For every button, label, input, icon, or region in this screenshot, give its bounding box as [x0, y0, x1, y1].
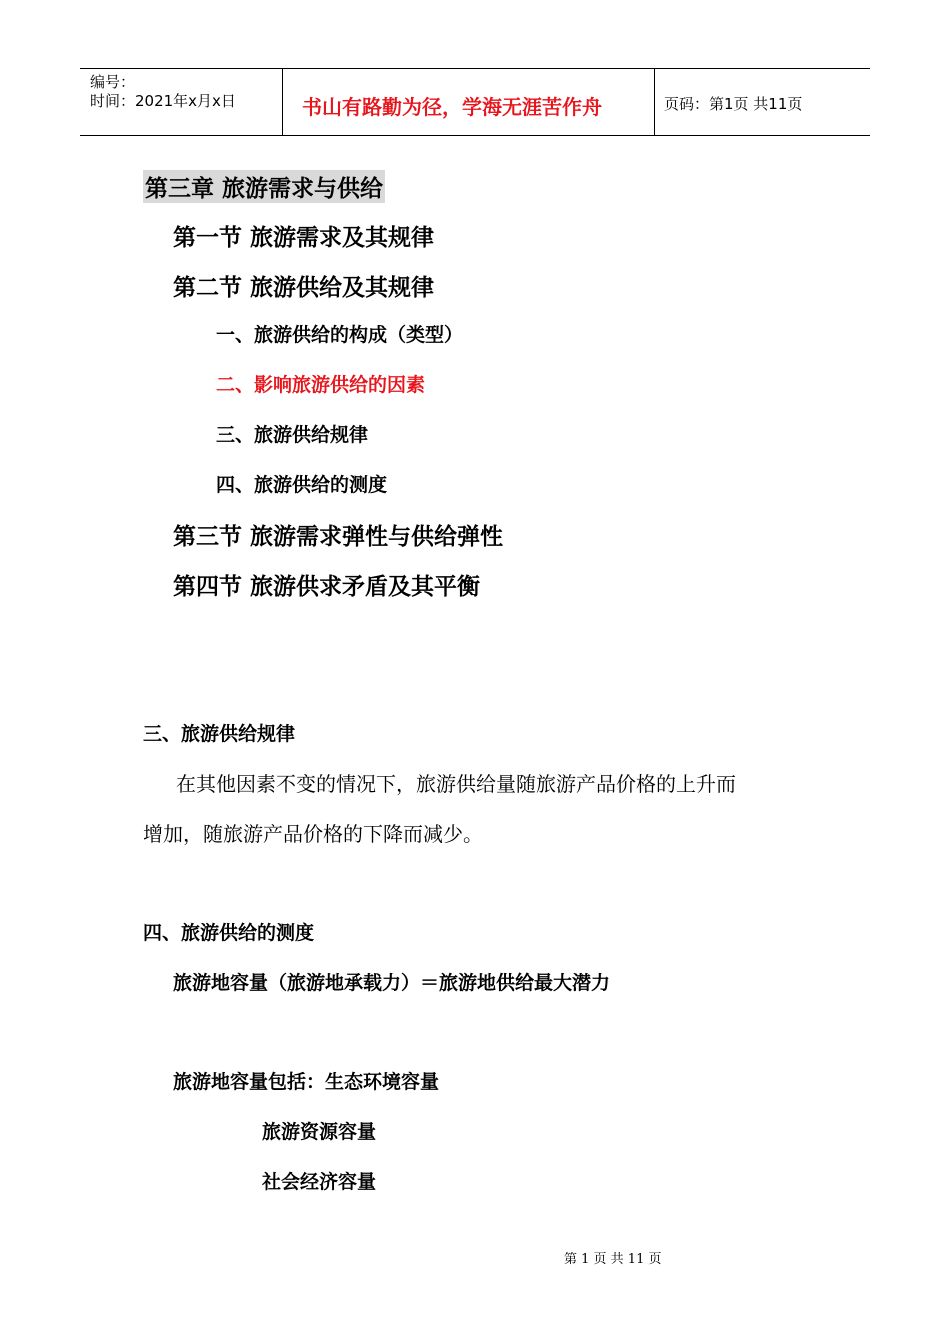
header-bottom-rule — [80, 135, 870, 136]
section-3-title: 第三节 旅游需求弹性与供给弹性 — [173, 524, 504, 550]
page-footer: 第 1 页 共 11 页 — [564, 1252, 662, 1267]
supply-measure-heading: 四、旅游供给的测度 — [143, 922, 315, 944]
capacity-item-resource: 旅游资源容量 — [262, 1121, 377, 1143]
header-motto: 书山有路勤为径，学海无涯苦作舟 — [302, 95, 602, 119]
section-2-title: 第二节 旅游供给及其规律 — [173, 275, 435, 301]
header-page-label: 页码：第1页 共11页 — [664, 95, 803, 113]
outline-item-1: 一、旅游供给的构成（类型） — [216, 324, 464, 346]
header-number-label: 编号： — [90, 73, 136, 91]
capacity-item-socioeconomic: 社会经济容量 — [262, 1171, 377, 1193]
section-4-title: 第四节 旅游供求矛盾及其平衡 — [173, 574, 481, 600]
supply-law-text-line1: 在其他因素不变的情况下，旅游供给量随旅游产品价格的上升而 — [176, 772, 736, 796]
capacity-includes: 旅游地容量包括：生态环境容量 — [173, 1071, 440, 1093]
outline-item-3: 三、旅游供给规律 — [216, 424, 369, 446]
outline-item-4: 四、旅游供给的测度 — [216, 474, 388, 496]
section-1-title: 第一节 旅游需求及其规律 — [173, 225, 435, 251]
header-top-rule — [80, 68, 870, 69]
supply-law-heading: 三、旅游供给规律 — [143, 723, 296, 745]
supply-law-text-line2: 增加，随旅游产品价格的下降而减少。 — [143, 822, 483, 846]
header-time-label: 时间：2021年x月x日 — [90, 92, 236, 110]
outline-item-2: 二、影响旅游供给的因素 — [216, 374, 426, 396]
header-divider-left — [282, 68, 283, 136]
capacity-formula: 旅游地容量（旅游地承载力）＝旅游地供给最大潜力 — [173, 972, 611, 994]
chapter-title: 第三章 旅游需求与供给 — [143, 170, 385, 203]
header-divider-right — [654, 68, 655, 136]
